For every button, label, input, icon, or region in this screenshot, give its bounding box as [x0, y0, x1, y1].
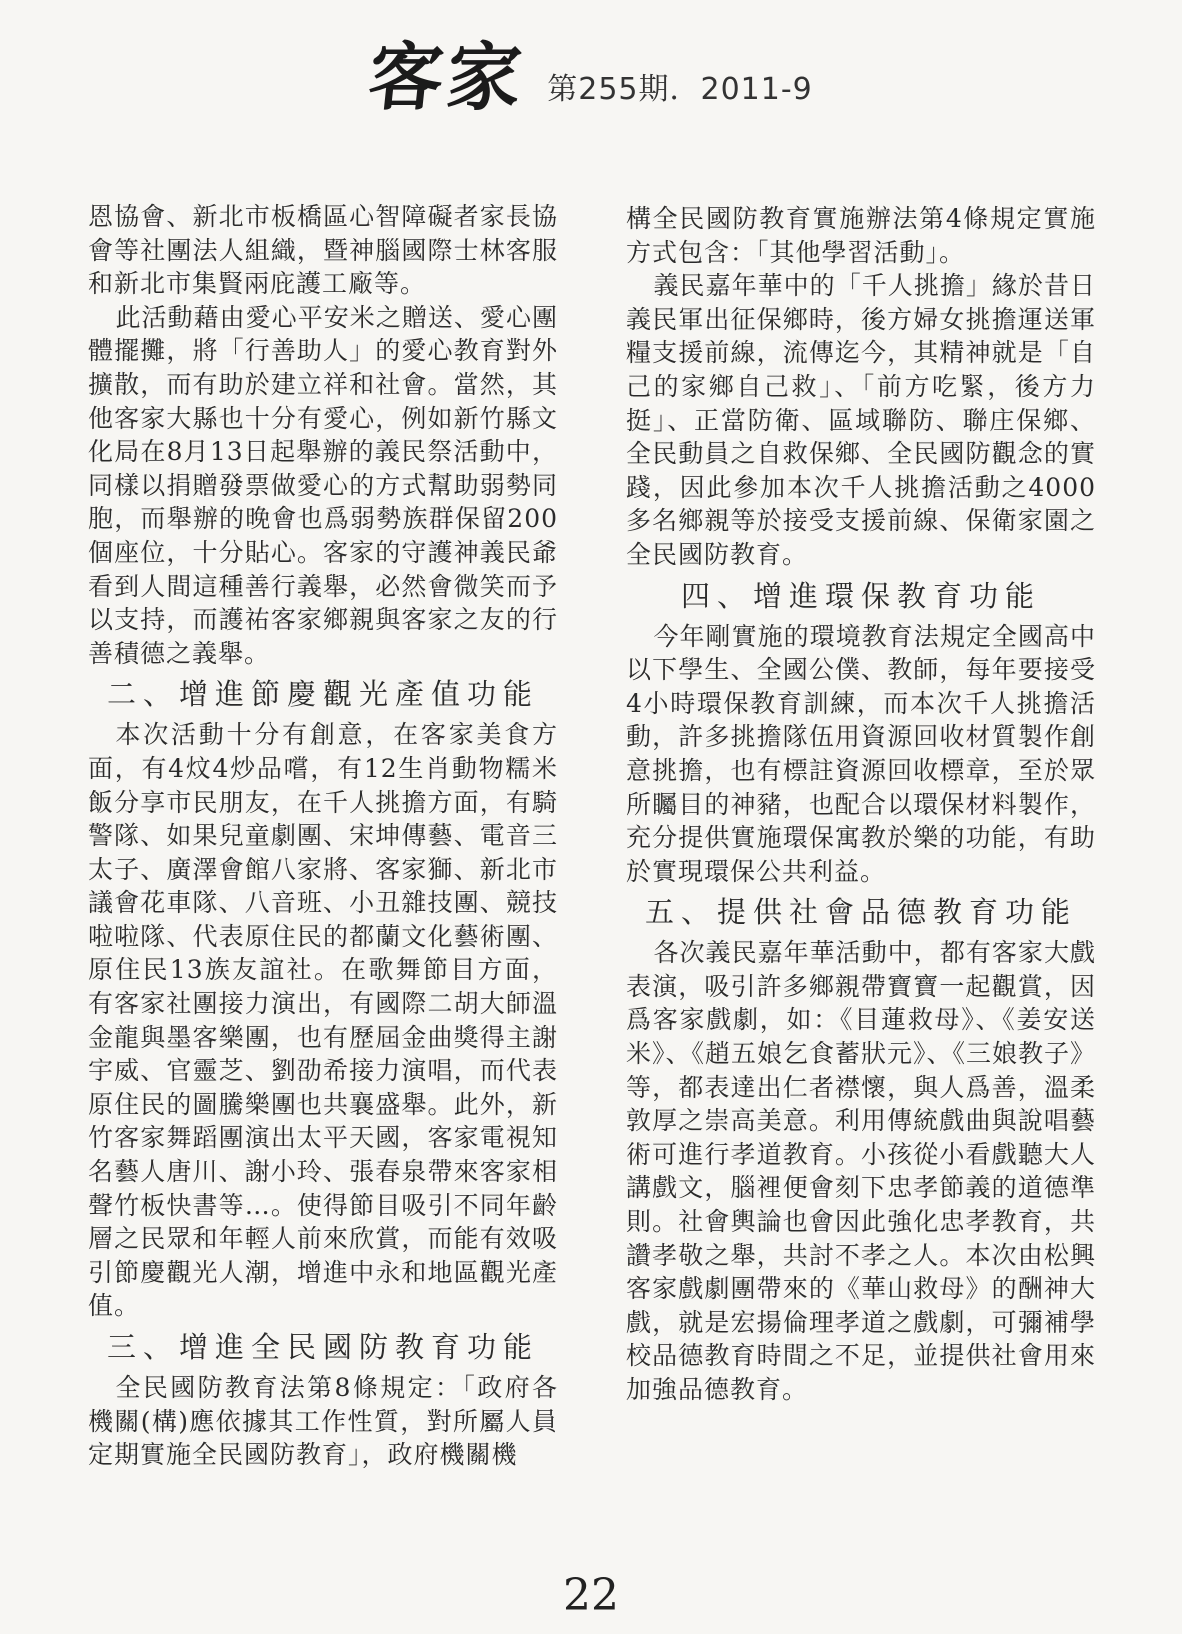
article-body — [88, 200, 1096, 1520]
right-column — [626, 202, 1096, 1520]
paragraph: 恩協會、新北市板橋區心智障礙者家長協會等社團法人組織，暨神腦國際士林客服和新北市集賢兩庇護工廠等。 — [88, 202, 558, 299]
page-number: 22 — [563, 1570, 619, 1621]
paragraph: 義民嘉年華中的「千人挑擔」緣於昔日義民軍出征保鄉時，後方婦女挑擔運送軍糧支援前線，流傳迄今，其精神就是「自己的家鄉自己救」、「前方吃緊，後方力挺」、正當防衛、區域聯防、聯庄保鄉、全民動員之自救保鄉、全民國防觀念的實踐，因此參加本次千人挑擔活動之4000多名鄉親等於接受支援前線、保衛家園之全民國防教育。 — [626, 271, 1096, 569]
section-heading: 二、增進節慶觀光產值功能 — [106, 677, 539, 712]
section-heading: 三、增進全民國防教育功能 — [106, 1330, 539, 1364]
issue-info: 第255期．2011-9 — [547, 72, 813, 107]
paragraph: 全民國防教育法第8條規定：「政府各機關(構)應依據其工作性質，對所屬人員定期實施全民國防教育」，政府機關機 — [88, 1373, 558, 1470]
paragraph: 此活動藉由愛心平安米之贈送、愛心團體擺攤，將「行善助人」的愛心教育對外擴散，而有助於建立祥和社會。當然，其他客家大縣也十分有愛心，例如新竹縣文化局在8月13日起舉辦的義民祭活動中，同樣以捐贈發票做愛心的方式幫助弱勢同胞，而舉辦的晚會也爲弱勢族群保留200個座位，十分貼心。客家的守護神義民爺看到人間這種善行義舉，必然會微笑而予以支持，而護祐客家鄉親與客家之友的行善積德之義舉。 — [88, 302, 558, 668]
page-header — [0, 28, 1182, 121]
left-column — [88, 200, 558, 1520]
paragraph: 構全民國防教育實施辦法第4條規定實施方式包含：「其他學習活動」。 — [626, 204, 1096, 267]
section-heading: 四、增進環保教育功能 — [680, 578, 1041, 613]
section-heading: 五、提供社會品德教育功能 — [644, 895, 1077, 930]
paragraph: 各次義民嘉年華活動中，都有客家大戲表演，吸引許多鄉親帶寶寶一起觀賞，因爲客家戲劇，如：《目蓮救母》、《姜安送米》、《趙五娘乞食蓄狀元》、《三娘教子》等，都表達出仁者襟懷，與人爲善，溫柔敦厚之崇高美意。利用傳統戲曲與說唱藝術可進行孝道教育。小孩從小看戲聽大人講戲文，腦裡便會刻下忠孝節義的道德準則。社會輿論也會因此強化忠孝教育，共讚孝敬之舉，共討不孝之人。本次由松興客家戲劇團帶來的《華山救母》的酬神大戲，就是宏揚倫理孝道之戲劇，可彌補學校品德教育時間之不足，並提供社會用來加強品德教育。 — [626, 938, 1097, 1404]
masthead-logo: 客家 — [364, 35, 530, 121]
paragraph: 今年剛實施的環境教育法規定全國高中以下學生、全國公僕、教師，每年要接受4小時環保教育訓練，而本次千人挑擔活動，許多挑擔隊伍用資源回收材質製作創意挑擔，也有標註資源回收標章，至於眾所矚目的神豬，也配合以環保材料製作，充分提供實施環保寓教於樂的功能，有助於實現環保公共利益。 — [626, 621, 1096, 886]
paragraph: 本次活動十分有創意，在客家美食方面，有4炆4炒品嚐，有12生肖動物糯米飯分享市民朋友，在千人挑擔方面，有騎警隊、如果兒童劇團、宋坤傳藝、電音三太子、廣澤會館八家將、客家獅、新北市議會花車隊、八音班、小丑雜技團、競技啦啦隊、代表原住民的都蘭文化藝術團、原住民13族友誼社。在歌舞節目方面，有客家社團接力演出，有國際二胡大師溫金龍與墨客樂團，也有歷屆金曲獎得主謝宇威、官靈芝、劉劭希接力演唱，而代表原住民的圖騰樂團也共襄盛舉。此外，新竹客家舞蹈團演出太平天國，客家電視知名藝人唐川、謝小玲、張春泉帶來客家相聲竹板快書等…。使得節目吸引不同年齡層之民眾和年輕人前來欣賞，而能有效吸引節慶觀光人潮，增進中永和地區觀光產值。 — [88, 720, 558, 1321]
